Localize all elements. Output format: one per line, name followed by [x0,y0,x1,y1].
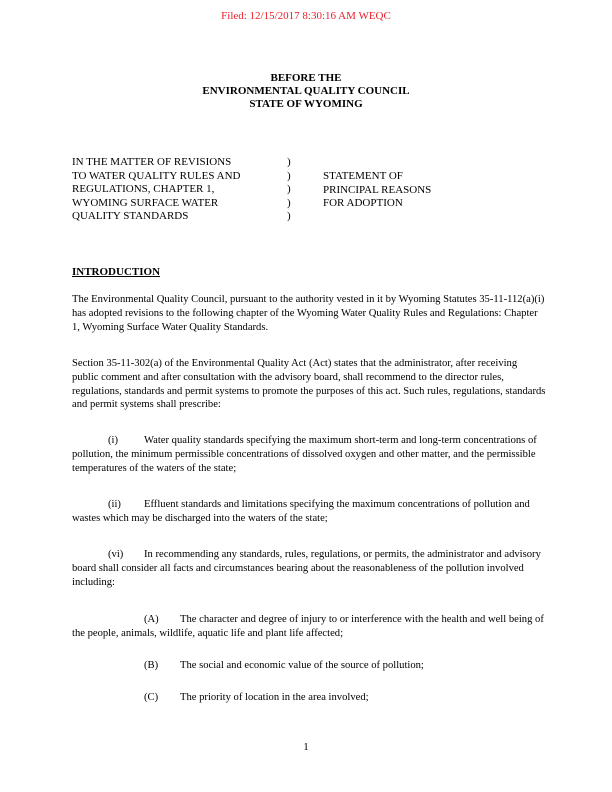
heading-line-3: STATE OF WYOMING [249,98,363,110]
intro-paragraph: The Environmental Quality Council, pursuant to the authority vested in it by Wyoming Statutes 35-11-112(a)(i) has adopted revisions to the following chapter of the Wyoming Water Quality Rules and Regulations: Chapter 1, Wyoming Surface Water Quality Standards. [72,294,545,333]
statement-line: FOR ADOPTION [323,197,403,209]
case-caption-statement [323,170,523,211]
caption-line: REGULATIONS, CHAPTER 1, [72,183,215,195]
item-A-text: The character and degree of injury to or interference with the health and well being of the people, animals, wildlife, aquatic life and plant life affected; [72,614,544,639]
item-B-text: The social and economic value of the source of pollution; [180,660,424,671]
item-C-text: The priority of location in the area involved; [180,692,369,703]
item-B-number: (B) [144,660,159,671]
item-i-number: (i) [108,435,118,446]
caption-paren: ) [287,210,291,222]
caption-paren: ) [287,156,291,168]
caption-line: TO WATER QUALITY RULES AND [72,169,241,182]
caption-paren: ) [287,183,291,195]
item-A-paragraph [72,613,546,641]
item-vi-number: (vi) [108,549,124,560]
item-i-paragraph [72,434,546,475]
heading-line-2: ENVIRONMENTAL QUALITY COUNCIL [202,85,410,97]
caption-parentheses [287,156,297,224]
item-ii-number: (ii) [108,499,121,510]
caption-line: IN THE MATTER OF REVISIONS [72,156,232,168]
statement-line: PRINCIPAL REASONS [323,183,432,196]
caption-line: WYOMING SURFACE WATER [72,196,219,209]
caption-paren: ) [287,169,291,182]
item-B-paragraph [72,659,546,673]
item-A-number: (A) [144,614,159,625]
heading-line-1: BEFORE THE [270,72,342,84]
case-caption-title [72,156,282,224]
section-paragraph: Section 35-11-302(a) of the Environmental Quality Act (Act) states that the administrator, after receiving public comment and after consultation with the advisory board, shall recommend to the director rules, regulations, standards and permit systems to promote the purposes of this act. Such rules, regulations, standards and permit systems shall prescribe: [72,358,546,411]
item-C-number: (C) [144,692,159,703]
item-C-paragraph [72,691,546,705]
item-vi-text: In recommending any standards, rules, regulations, or permits, the administrator and advisory board shall consider all facts and circumstances bearing about the reasonableness of the pollution involved including: [72,549,541,588]
filing-stamp: Filed: 12/15/2017 8:30:16 AM WEQC [221,10,391,22]
item-vi-paragraph [72,548,546,589]
document-heading [0,72,612,111]
statement-line: STATEMENT OF [323,170,403,182]
caption-line: QUALITY STANDARDS [72,210,189,222]
caption-paren: ) [287,196,291,209]
introduction-heading: INTRODUCTION [72,266,161,278]
item-i-text: Water quality standards specifying the maximum short-term and long-term concentrations of pollution, the minimum permissible concentrations of dissolved oxygen and other matter, and the permissible temperatures of the waters of the state; [72,435,537,474]
item-ii-paragraph [72,498,546,526]
page-number: 1 [303,741,309,753]
item-ii-text: Effluent standards and limitations specifying the maximum concentrations of pollution and wastes which may be discharged into the waters of the state; [72,499,530,524]
